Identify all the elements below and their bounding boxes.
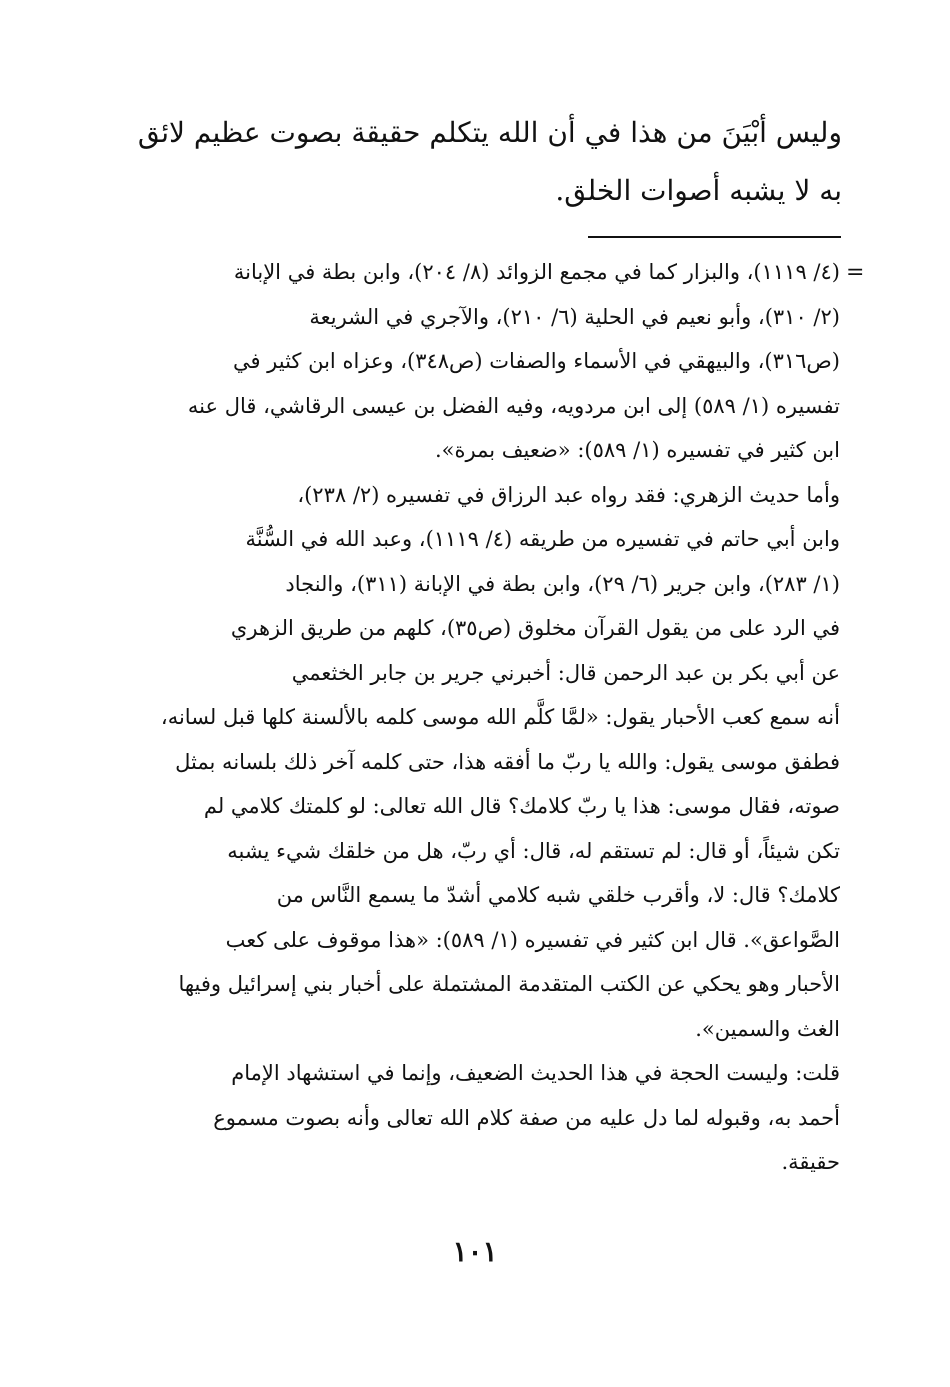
footnote-block — [130, 250, 840, 1185]
footnote-line: عن أبي بكر بن عبد الرحمن قال: أخبرني جرير بن جابر الخثعمي — [291, 660, 840, 685]
footnote-line: قلت: وليست الحجة في هذا الحديث الضعيف، وإنما في استشهاد الإمام — [231, 1061, 840, 1085]
footnote-line: فطفق موسى يقول: والله يا ربّ ما أفقه هذا، حتى كلمه آخر ذلك بلسانه بمثل — [175, 749, 840, 774]
footnote-continuation-mark: = — [846, 260, 865, 285]
footnote-line: الصَّواعق». قال ابن كثير في تفسيره (١/ ٥٨٩): «هذا موقوف على كعب — [225, 927, 840, 952]
footnote-line: (ص٣١٦)، والبيهقي في الأسماء والصفات (ص٣٤٨)، وعزاه ابن كثير في — [232, 349, 840, 373]
footnote-paragraph — [130, 250, 840, 473]
footnote-line: تكن شيئاً، أو قال: لم تستقم له، قال: أي ربّ، هل من خلقك شيء يشبه — [227, 838, 840, 863]
footnote-line: صوته، فقال موسى: هذا يا ربّ كلامك؟ قال الله تعالى: لو كلمتك كلامي لم — [203, 794, 840, 818]
footnote-line: في الرد على من يقول القرآن مخلوق (ص٣٥)، كلهم من طريق الزهري — [230, 616, 840, 640]
footnote-line: الأحبار وهو يحكي عن الكتب المتقدمة المشتملة على أخبار بني إسرائيل وفيها — [178, 972, 840, 996]
page-number: ١٠١ — [452, 1235, 498, 1268]
footnote-paragraph — [130, 1051, 840, 1185]
footnote-line: حقيقة. — [781, 1150, 840, 1174]
footnote-line: أنه سمع كعب الأحبار يقول: «لمَّا كلَّم الله موسى كلمه بالألسنة كلها قبل لسانه، — [160, 705, 840, 729]
footnote-line: الغث والسمين». — [695, 1016, 840, 1041]
footnote-paragraph — [130, 473, 840, 1052]
main-body-text — [120, 104, 842, 220]
footnote-line: وأما حديث الزهري: فقد رواه عبد الرزاق في تفسيره (٢/ ٢٣٨)، — [297, 482, 840, 507]
footnote-line: (٤/ ١١١٩)، والبزار كما في مجمع الزوائد (٨/ ٢٠٤)، وابن بطة في الإبانة — [233, 260, 840, 284]
footnote-line: (١/ ٢٨٣)، وابن جرير (٦/ ٢٩)، وابن بطة في الإبانة (٣١١)، والنجاد — [285, 571, 840, 596]
main-text-line: وليس أبْيَنَ من هذا في أن الله يتكلم حقيقة بصوت عظيم لائق — [137, 116, 842, 149]
footnote-line: وابن أبي حاتم في تفسيره من طريقه (٤/ ١١١٩)، وعبد الله في السُّنَّة — [245, 527, 840, 551]
footnote-line: (٢/ ٣١٠)، وأبو نعيم في الحلية (٦/ ٢١٠)، والآجري في الشريعة — [309, 304, 840, 329]
main-text-line: به لا يشبه أصوات الخلق. — [555, 174, 842, 207]
footnote-line: تفسيره (١/ ٥٨٩) إلى ابن مردويه، وفيه الفضل بن عيسى الرقاشي، قال عنه — [187, 393, 840, 418]
footnote-separator-rule — [588, 236, 841, 238]
footnote-line: أحمد به، وقبوله لما دل عليه من صفة كلام الله تعالى وأنه بصوت مسموع — [213, 1105, 840, 1130]
footnote-line: ابن كثير في تفسيره (١/ ٥٨٩): «ضعيف بمرة». — [435, 438, 840, 462]
footnote-line: كلامك؟ قال: لا، وأقرب خلقي شبه كلامي أشدّ ما يسمع النَّاس من — [276, 883, 840, 907]
